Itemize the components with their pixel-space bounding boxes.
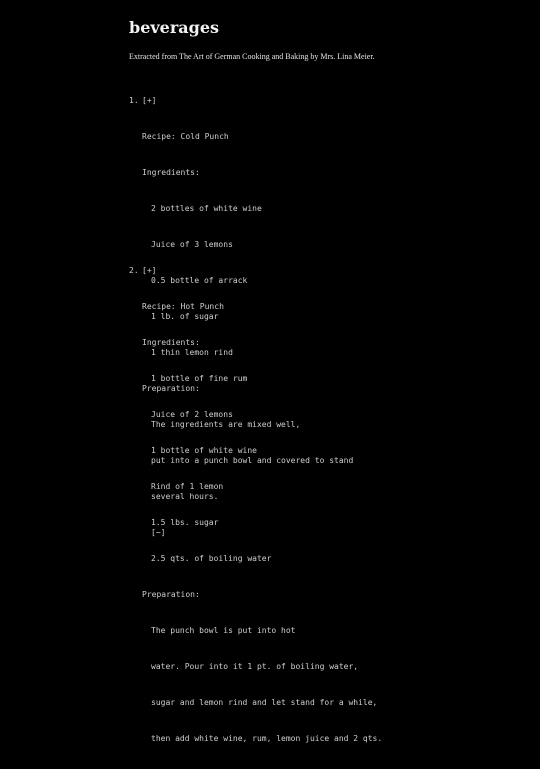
preparation-line: sugar and lemon rind and let stand for a while, xyxy=(151,698,378,707)
ingredient-item: 1 bottle of fine rum xyxy=(151,374,248,383)
ingredient-item: 2.5 qts. of boiling water xyxy=(151,554,272,563)
ingredients-heading: Ingredients: xyxy=(142,338,200,347)
ingredient-item: 2 bottles of white wine xyxy=(151,204,262,213)
ingredient-item: 1 bottle of white wine xyxy=(151,446,257,455)
preparation-heading: Preparation: xyxy=(142,590,200,599)
recipe-number: 1. xyxy=(129,96,139,105)
collapse-toggle[interactable]: [−] xyxy=(151,528,166,537)
preparation-line: The punch bowl is put into hot xyxy=(151,626,296,635)
preparation-line: several hours. xyxy=(151,492,219,501)
recipe-name: Recipe: Cold Punch xyxy=(142,132,229,141)
ingredient-item: Rind of 1 lemon xyxy=(151,482,224,491)
recipe-header xyxy=(129,95,353,107)
ingredient-item: 1 lb. of sugar xyxy=(151,312,219,321)
recipe-name: Recipe: Hot Punch xyxy=(142,302,224,311)
expand-toggle[interactable]: [+] xyxy=(142,266,157,275)
ingredient-item: 0.5 bottle of arrack xyxy=(151,276,248,285)
page-content xyxy=(129,0,419,743)
ingredient-item: Juice of 2 lemons xyxy=(151,410,233,419)
recipe-number: 2. xyxy=(129,266,139,275)
expand-toggle[interactable]: [+] xyxy=(142,96,157,105)
preparation-line: then add white wine, rum, lemon juice and 2 qts. xyxy=(151,734,383,743)
preparation-line: water. Pour into it 1 pt. of boiling water, xyxy=(151,662,359,671)
preparation-line: The ingredients are mixed well, xyxy=(151,420,301,429)
page-intro: Extracted from The Art of German Cooking and Baking by Mrs. Lina Meier. xyxy=(129,52,375,61)
ingredients-heading: Ingredients: xyxy=(142,168,200,177)
ingredient-item: 1.5 lbs. sugar xyxy=(151,518,219,527)
preparation-heading: Preparation: xyxy=(142,384,200,393)
recipe-header xyxy=(129,265,382,277)
page-title: beverages xyxy=(129,18,220,37)
recipe-hot-punch xyxy=(129,241,382,769)
preparation-line: put into a punch bowl and covered to stand xyxy=(151,456,354,465)
ingredient-item: Juice of 3 lemons xyxy=(151,240,233,249)
ingredient-item: 1 thin lemon rind xyxy=(151,348,233,357)
